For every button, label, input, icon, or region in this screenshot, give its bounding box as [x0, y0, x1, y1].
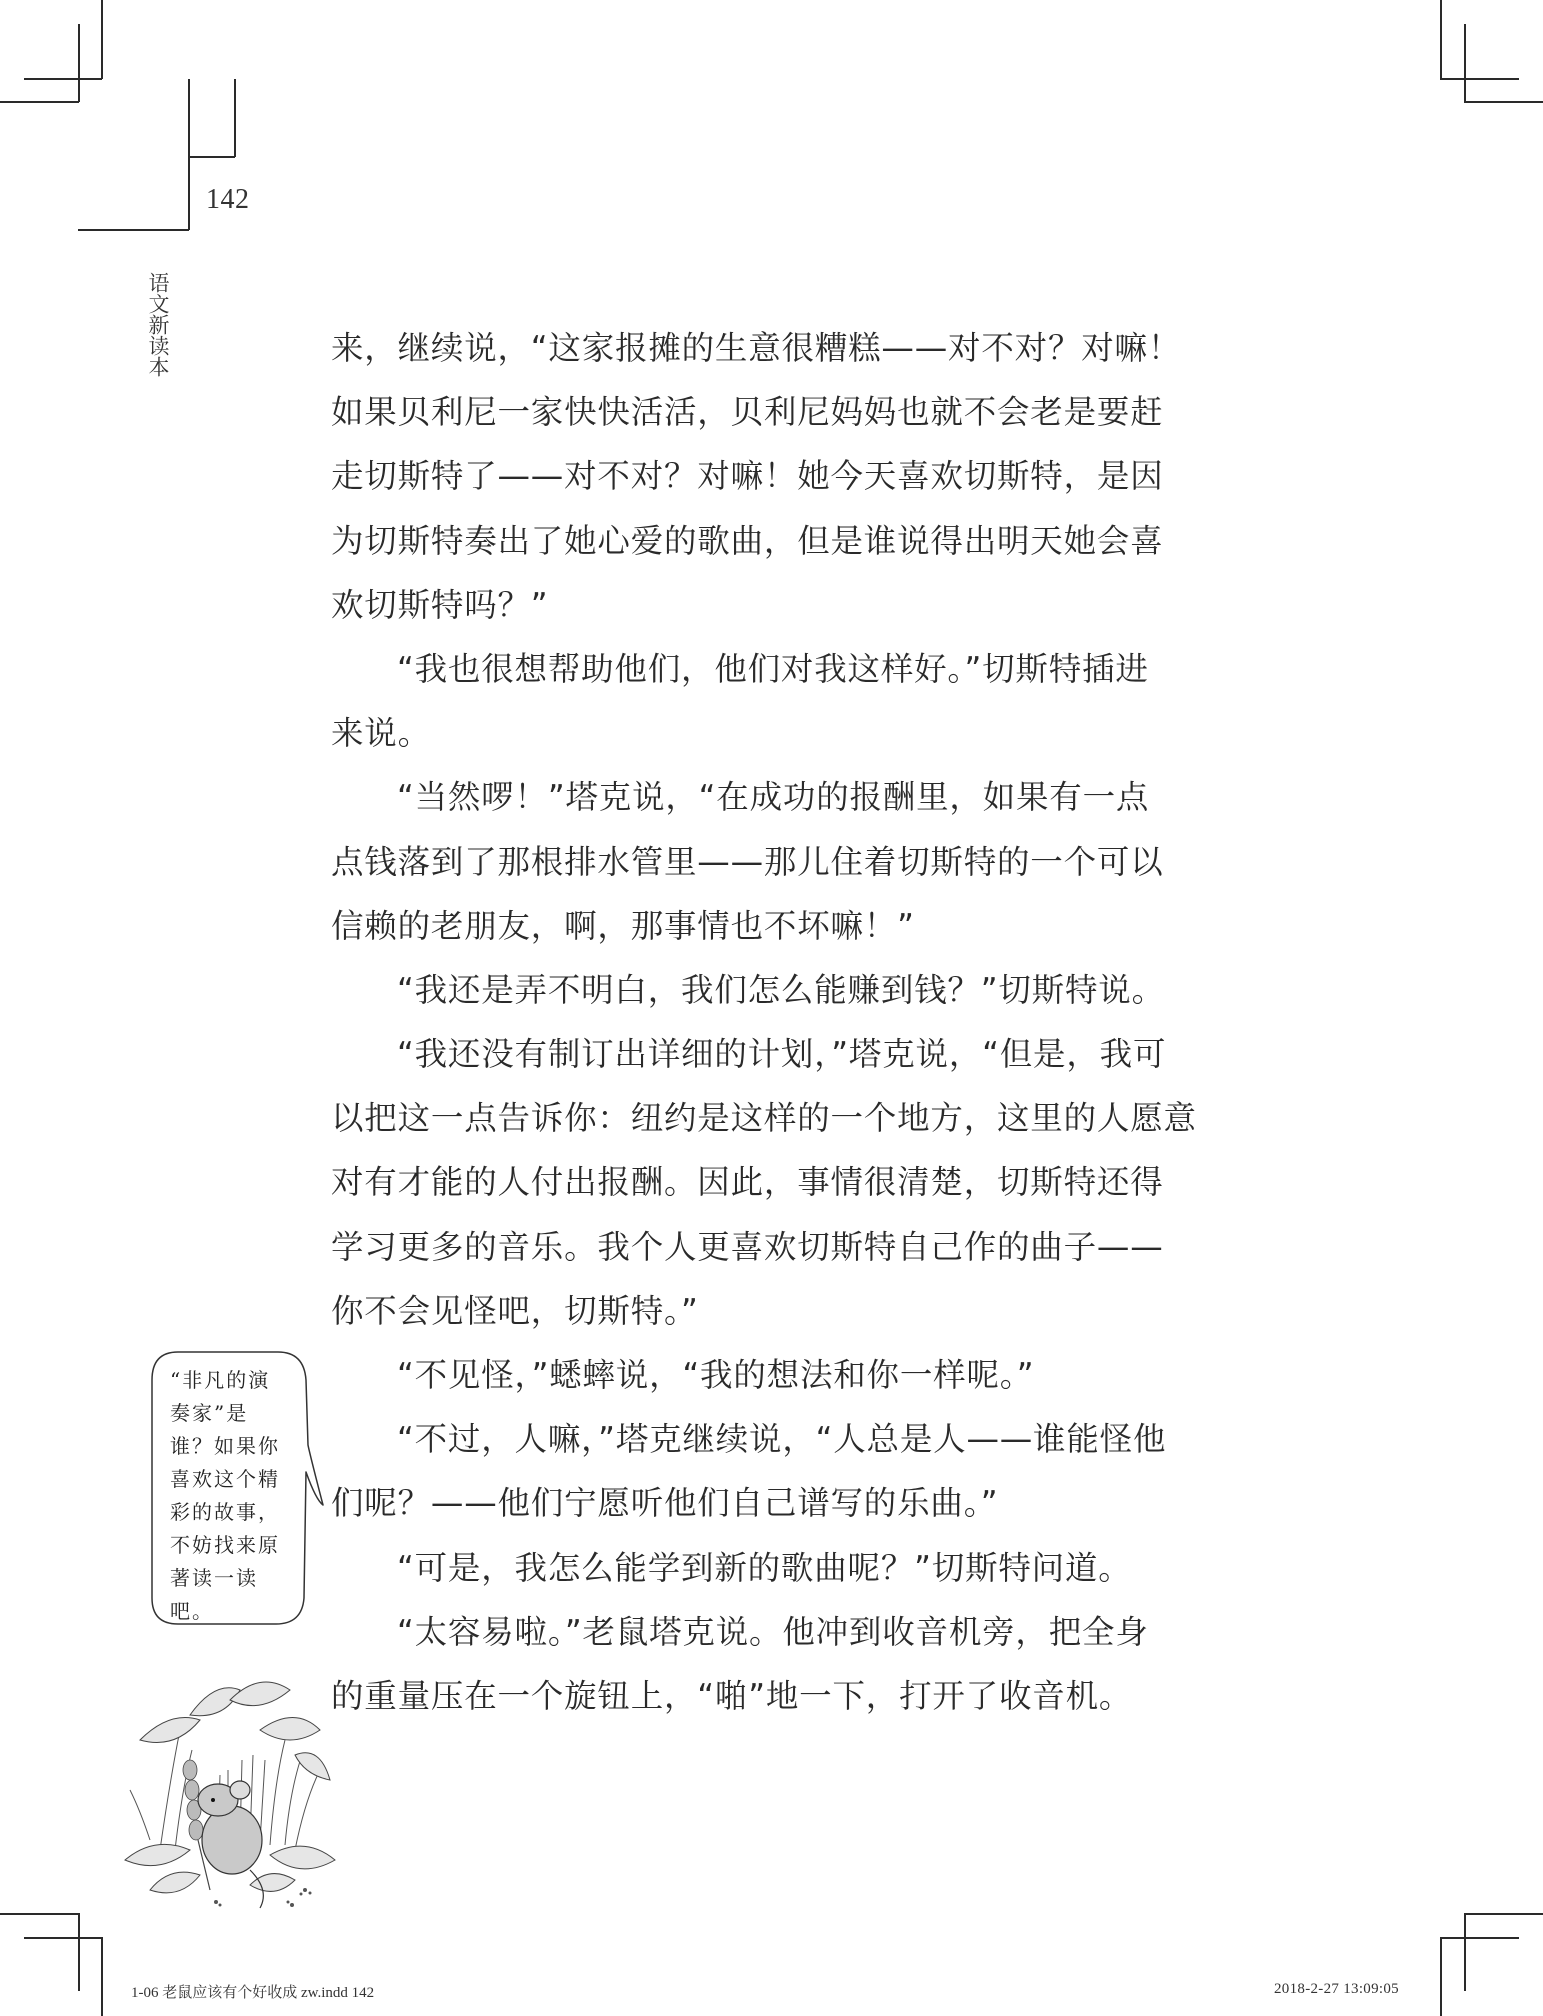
- crop-mark: [1440, 0, 1442, 79]
- sidebar-note-line: 彩的故事，: [170, 1500, 280, 1524]
- sidebar-note-line: “非凡的演: [170, 1368, 271, 1392]
- sidebar-note-line: 谁？如果你: [170, 1434, 280, 1458]
- sidebar-note-line: 吧。: [170, 1599, 214, 1623]
- sidebar-note-line: 奏家”是: [170, 1401, 249, 1425]
- text-line: “可是，我怎么能学到新的歌曲呢？”切斯特问道。: [397, 1548, 1132, 1587]
- text-line: 信赖的老朋友，啊，那事情也不坏嘛！”: [331, 906, 915, 945]
- crop-mark: [24, 1937, 102, 1939]
- text-line: 来说。: [331, 714, 431, 753]
- text-line: 欢切斯特吗？”: [331, 585, 549, 624]
- crop-mark: [1440, 1937, 1519, 1939]
- crop-mark: [188, 156, 235, 158]
- text-line: “我也很想帮助他们，他们对我这样好。”切斯特插进: [397, 649, 1149, 688]
- mouse-illustration: [120, 1660, 350, 1910]
- book-title-vertical: 语文新读本: [146, 272, 170, 377]
- crop-mark: [1440, 78, 1519, 80]
- mouse-sketch-icon: [120, 1660, 350, 1910]
- crop-mark: [234, 79, 236, 157]
- crop-mark: [101, 1937, 103, 2016]
- text-line: “我还没有制订出详细的计划，”塔克说，“但是，我可: [397, 1035, 1167, 1074]
- footer-file-info: 1-06 老鼠应该有个好收成 zw.indd 142: [131, 1985, 375, 2001]
- page-number: 142: [206, 184, 250, 215]
- crop-mark: [78, 24, 80, 102]
- crop-mark: [1464, 1913, 1543, 1915]
- sidebar-note-bubble: [148, 1350, 320, 1625]
- text-line: “当然啰！”塔克说，“在成功的报酬里，如果有一点: [397, 778, 1150, 817]
- text-line: “我还是弄不明白，我们怎么能赚到钱？”切斯特说。: [397, 970, 1165, 1009]
- text-line: 走切斯特了——对不对？对嘛！她今天喜欢切斯特，是因: [331, 457, 1164, 496]
- text-line: 的重量压在一个旋钮上，“啪”地一下，打开了收音机。: [331, 1676, 1133, 1715]
- text-line: “不过，人嘛，”塔克继续说，“人总是人——谁能怪他: [397, 1420, 1167, 1459]
- crop-mark: [78, 1913, 80, 1991]
- crop-mark: [1464, 24, 1466, 102]
- sidebar-note-line: 著读一读: [170, 1566, 258, 1590]
- text-line: 学习更多的音乐。我个人更喜欢切斯特自己作的曲子——: [331, 1227, 1164, 1266]
- text-line: 对有才能的人付出报酬。因此，事情很清楚，切斯特还得: [331, 1163, 1164, 1202]
- body-text: [331, 316, 1195, 1728]
- text-line: “太容易啦。”老鼠塔克说。他冲到收音机旁，把全身: [397, 1612, 1149, 1651]
- text-line: 如果贝利尼一家快快活活，贝利尼妈妈也就不会老是要赶: [331, 393, 1164, 432]
- crop-mark: [1440, 1937, 1442, 2016]
- text-line: 点钱落到了那根排水管里——那儿住着切斯特的一个可以: [331, 842, 1164, 881]
- crop-mark: [101, 0, 103, 79]
- sidebar-note-line: 不妨找来原: [170, 1533, 280, 1557]
- sidebar-note-line: 喜欢这个精: [170, 1467, 280, 1491]
- crop-mark: [1464, 1913, 1466, 1991]
- text-line: 以把这一点告诉你：纽约是这样的一个地方，这里的人愿意: [331, 1099, 1197, 1138]
- sidebar-note-text: [170, 1364, 300, 1628]
- crop-mark: [24, 78, 102, 80]
- text-line: 为切斯特奏出了她心爱的歌曲，但是谁说得出明天她会喜: [331, 521, 1164, 560]
- crop-mark: [78, 229, 189, 231]
- crop-mark: [188, 79, 190, 230]
- crop-mark: [0, 101, 79, 103]
- text-line: 来，继续说，“这家报摊的生意很糟糕——对不对？对嘛！: [331, 329, 1182, 367]
- crop-mark: [0, 1913, 79, 1915]
- text-line: 们呢？——他们宁愿听他们自己谱写的乐曲。”: [331, 1484, 999, 1523]
- crop-mark: [1464, 101, 1543, 103]
- footer-timestamp: 2018-2-27 13:09:05: [1274, 1981, 1399, 1997]
- text-line: “不见怪，”蟋蟀说，“我的想法和你一样呢。”: [397, 1356, 1035, 1394]
- text-line: 你不会见怪吧，切斯特。”: [331, 1291, 699, 1330]
